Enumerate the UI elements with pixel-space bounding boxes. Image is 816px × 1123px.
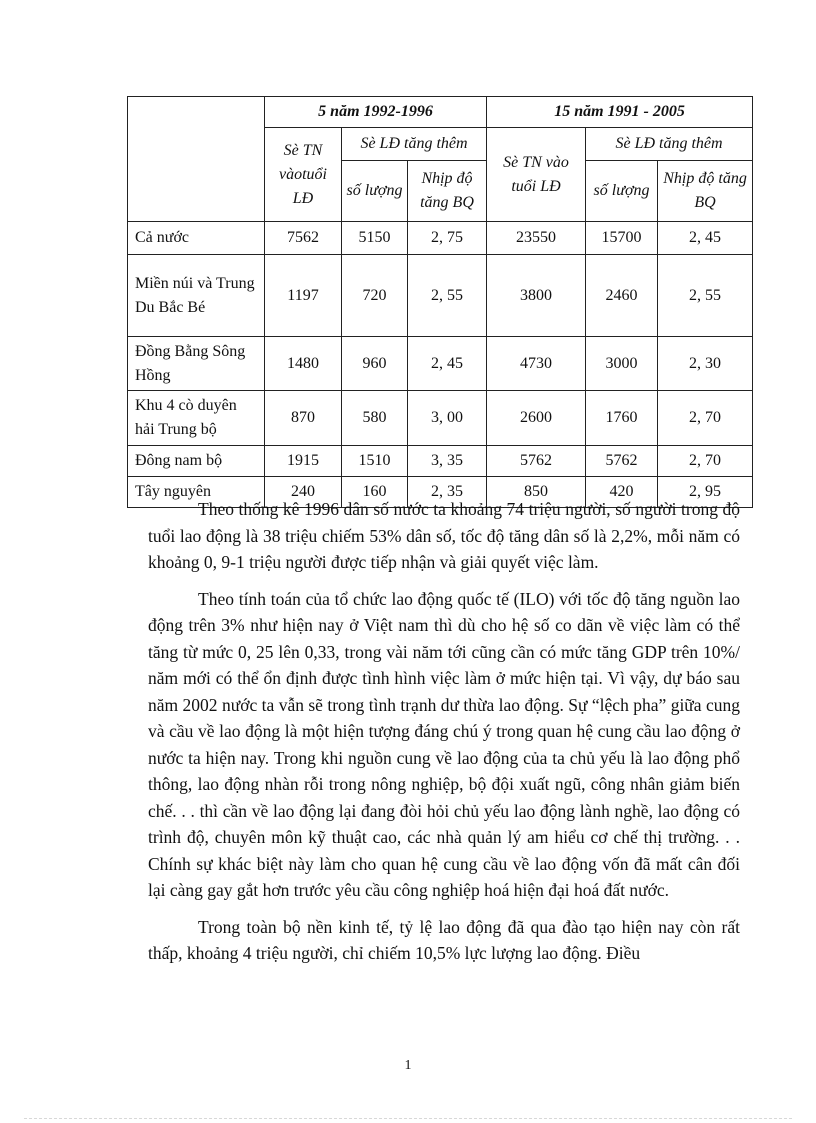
region-cell: Đồng Bằng Sông Hồng (128, 337, 265, 391)
value-cell: 1915 (265, 446, 342, 477)
table-row (128, 337, 753, 391)
labor-increase-header: Sè LĐ tăng thêm (586, 128, 753, 161)
quantity-header: số lượng (586, 161, 658, 222)
value-cell: 1760 (586, 391, 658, 446)
value-cell: 2, 45 (408, 337, 487, 391)
value-cell: 5762 (487, 446, 586, 477)
value-cell: 580 (342, 391, 408, 446)
table-row (128, 446, 753, 477)
labor-statistics-table (127, 96, 753, 508)
value-cell: 2, 45 (658, 222, 753, 255)
value-cell: 2, 55 (658, 255, 753, 337)
value-cell: 1510 (342, 446, 408, 477)
value-cell: 7562 (265, 222, 342, 255)
region-cell: Cả nước (128, 222, 265, 255)
table-corner-cell (128, 97, 265, 222)
value-cell: 160 (342, 477, 408, 508)
value-cell: 5150 (342, 222, 408, 255)
value-cell: 420 (586, 477, 658, 508)
value-cell: 23550 (487, 222, 586, 255)
value-cell: 1480 (265, 337, 342, 391)
value-cell: 1197 (265, 255, 342, 337)
page-number: 1 (404, 1058, 412, 1073)
value-cell: 3800 (487, 255, 586, 337)
value-cell: 870 (265, 391, 342, 446)
quantity-header: số lượng (342, 161, 408, 222)
value-cell: 960 (342, 337, 408, 391)
value-cell: 3000 (586, 337, 658, 391)
paragraph: Theo thống kê 1996 dân số nước ta khoảng 74 triệu người, số người trong độ tuổi lao động là 38 triệu chiếm 53% dân số, tốc độ tăng dân số là 2,2%, mỗi năm có khoảng 0, 9-1 triệu người được tiếp nhận và giải quyết việc làm. (148, 499, 740, 572)
paragraph: Theo tính toán của tổ chức lao động quốc tế (ILO) với tốc độ tăng nguồn lao động trên 3% như hiện nay ở Việt nam thì dù cho hệ số co dãn về việc làm có thể tăng từ mức 0, 25 lên 0,33, trong vài năm tới cũng cần có mức tăng GDP trên 10%/ năm mới có thể ổn định được tình hình việc làm ở mức hiện tại. Vì vậy, dự báo sau năm 2002 nước ta vẫn sẽ trong tình trạnh dư thừa lao động. Sự “lệch pha” giữa cung và cầu về lao động là một hiện tượng đáng chú ý trong quan hệ cung cầu lao động ở nước ta hiện nay. Trong khi nguồn cung về lao động của ta chủ yếu là lao động phổ thông, lao động nhàn rỗi trong nông nghiệp, bộ đội xuất ngũ, công nhân giảm biến chế. . . thì cần về lao động lại đang đòi hỏi chủ yếu lao động lành nghề, lao động có trình độ, chuyên môn kỹ thuật cao, các nhà quản lý am hiểu cơ chế thị trường. . . Chính sự khác biệt này làm cho quan hệ cung cầu về lao động vốn đã mất cân đối lại càng gay gắt hơn trước yêu cầu công nghiệp hoá hiện đại hoá đất nước. (148, 588, 740, 900)
new-entrants-header: Sè TN vào tuổi LĐ (487, 128, 586, 222)
value-cell: 4730 (487, 337, 586, 391)
value-cell: 2, 70 (658, 391, 753, 446)
table-row (128, 255, 753, 337)
period-header: 5 năm 1992-1996 (265, 97, 487, 128)
value-cell: 5762 (586, 446, 658, 477)
table-row (128, 391, 753, 446)
period-header: 15 năm 1991 - 2005 (487, 97, 753, 128)
region-cell: Khu 4 cò duyên hải Trung bộ (128, 391, 265, 446)
value-cell: 2, 70 (658, 446, 753, 477)
value-cell: 2, 35 (408, 477, 487, 508)
paragraph: Trong toàn bộ nền kinh tế, tỷ lệ lao động đã qua đào tạo hiện nay còn rất thấp, khoảng 4 triệu người, chỉ chiếm 10,5% lực lượng lao động. Điều (148, 916, 740, 963)
value-cell: 2, 55 (408, 255, 487, 337)
value-cell: 15700 (586, 222, 658, 255)
region-cell: Đông nam bộ (128, 446, 265, 477)
footer-divider (24, 1118, 792, 1119)
value-cell: 2, 30 (658, 337, 753, 391)
value-cell: 240 (265, 477, 342, 508)
avg-rate-header: Nhịp độ tăng BQ (658, 161, 753, 222)
value-cell: 850 (487, 477, 586, 508)
avg-rate-header: Nhịp độ tăng BQ (408, 161, 487, 222)
value-cell: 3, 35 (408, 446, 487, 477)
value-cell: 2, 75 (408, 222, 487, 255)
value-cell: 3, 00 (408, 391, 487, 446)
value-cell: 2600 (487, 391, 586, 446)
body-text (148, 496, 740, 967)
table-row (128, 222, 753, 255)
value-cell: 2460 (586, 255, 658, 337)
value-cell: 2, 95 (658, 477, 753, 508)
region-cell: Tây nguyên (128, 477, 265, 508)
labor-increase-header: Sè LĐ tăng thêm (342, 128, 487, 161)
value-cell: 720 (342, 255, 408, 337)
new-entrants-header: Sè TN vàotuổi LĐ (265, 128, 342, 222)
region-cell: Miền núi và Trung Du Bắc Bé (128, 255, 265, 337)
